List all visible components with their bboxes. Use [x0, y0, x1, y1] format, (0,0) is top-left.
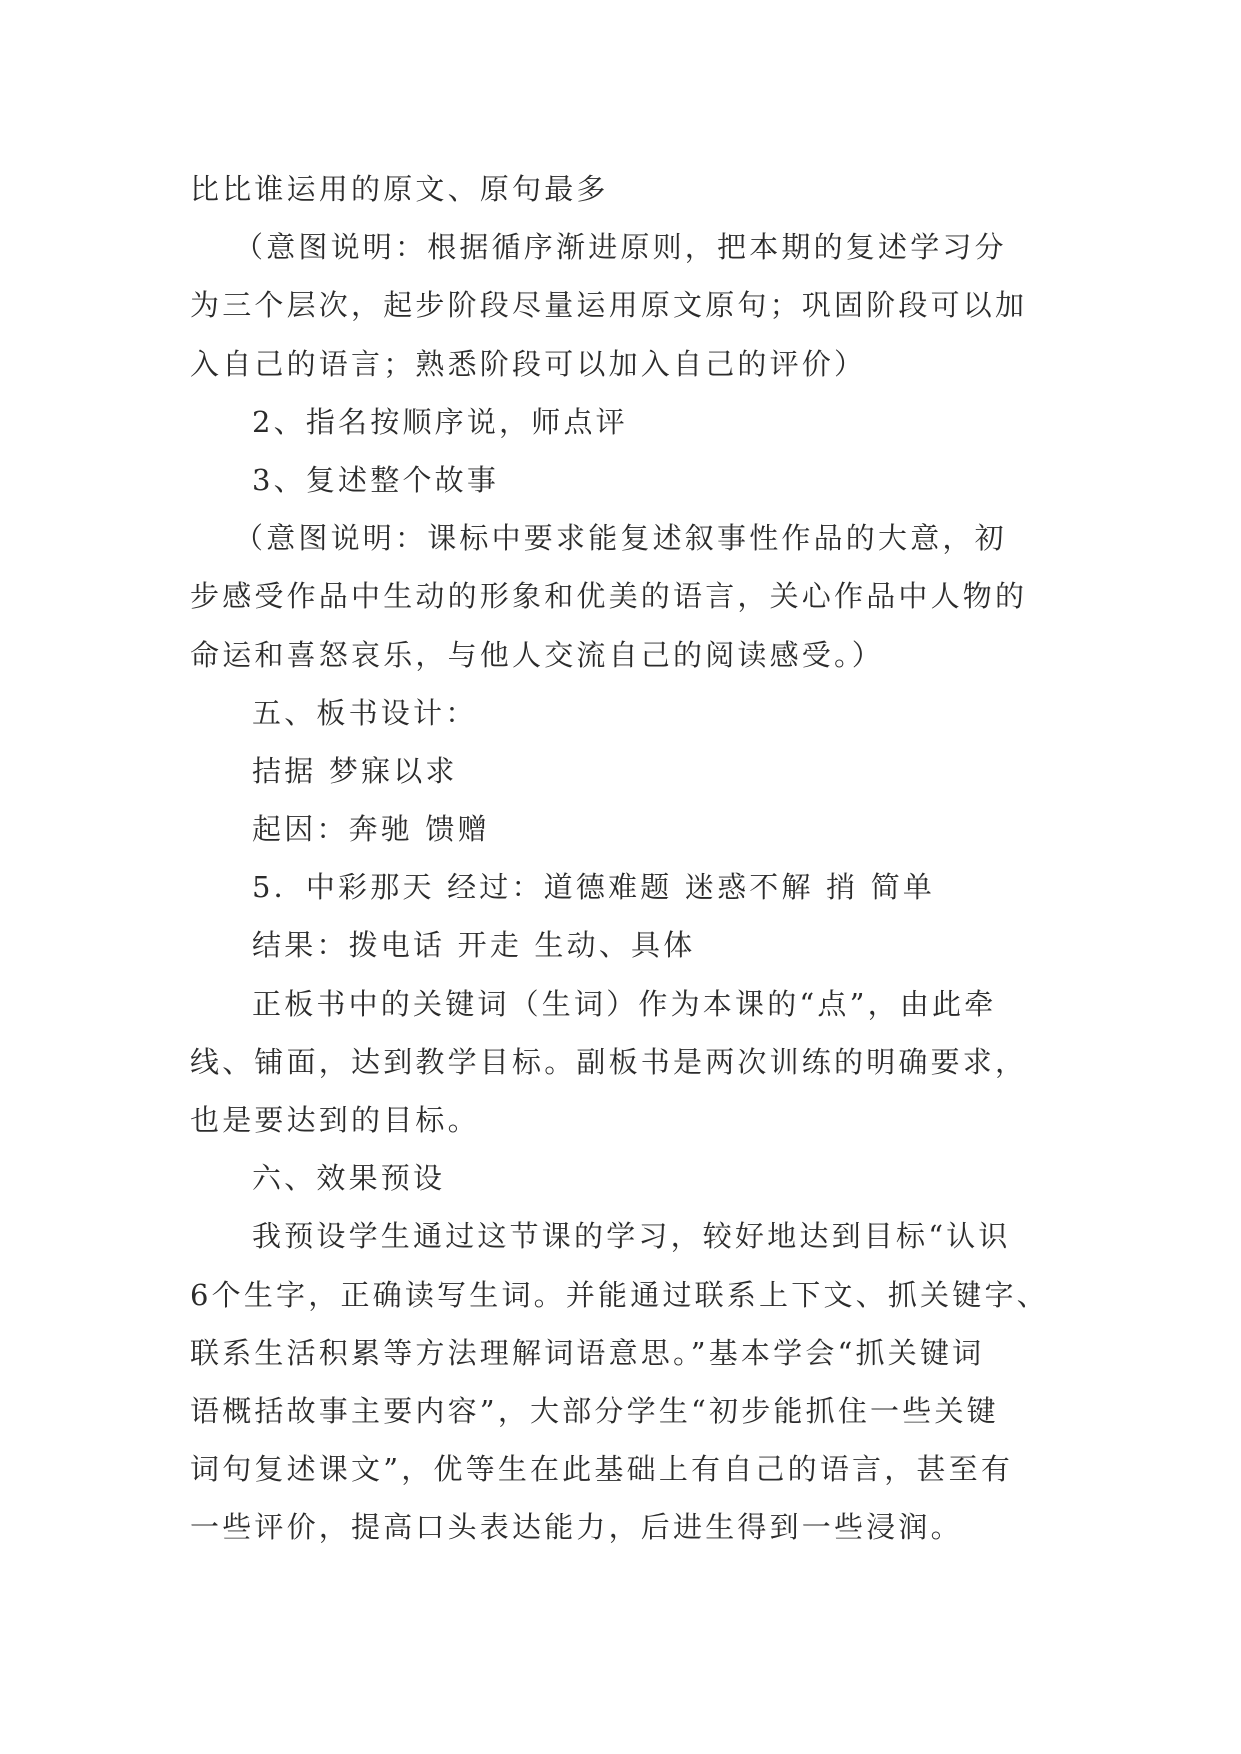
text-line: 5．中彩那天 经过：道德难题 迷惑不解 捎 简单 [252, 870, 936, 905]
text-line: 正板书中的关键词（生词）作为本课的“点”，由此牵 [252, 986, 997, 1021]
text-line: 命运和喜怒哀乐，与他人交流自己的阅读感受。） [190, 637, 884, 672]
text-line: 2、指名按顺序说，师点评 [252, 404, 628, 439]
text-line: 词句复述课文”，优等生在此基础上有自己的语言，甚至有 [190, 1452, 1014, 1487]
text-line: 为三个层次，起步阶段尽量运用原文原句；巩固阶段可以加 [190, 288, 1028, 323]
text-line: 3、复述整个故事 [252, 462, 500, 497]
text-line: 拮据 梦寐以求 [252, 753, 458, 788]
section-heading: 五、板书设计： [252, 695, 478, 730]
text-line: 联系生活积累等方法理解词语意思。”基本学会“抓关键词 [190, 1335, 985, 1370]
text-line: 也是要达到的目标。 [190, 1103, 480, 1137]
text-line: 一些评价，提高口头表达能力，后进生得到一些浸润。 [190, 1510, 963, 1545]
text-line: 步感受作品中生动的形象和优美的语言，关心作品中人物的 [190, 579, 1028, 614]
text-line: （意图说明：根据循序渐进原则，把本期的复述学习分 [234, 230, 1007, 265]
text-line: 入自己的语言；熟悉阶段可以加入自己的评价） [190, 346, 867, 381]
text-line: 6个生字，正确读写生词。并能通过联系上下文、抓关键字、 [190, 1277, 1049, 1312]
text-line: 起因：奔驰 馈赠 [252, 812, 490, 847]
text-line: 比比谁运用的原文、原句最多 [190, 172, 609, 206]
section-heading: 六、效果预设 [252, 1161, 446, 1196]
text-line: 结果：拨电话 开走 生动、具体 [252, 928, 696, 963]
text-line: 我预设学生通过这节课的学习，较好地达到目标“认识 [252, 1219, 1011, 1254]
text-line: 线、铺面，达到教学目标。副板书是两次训练的明确要求， [190, 1044, 1028, 1079]
document-body [190, 160, 1050, 1557]
text-line: 语概括故事主要内容”，大部分学生“初步能抓住一些关键 [190, 1393, 999, 1428]
text-line: （意图说明：课标中要求能复述叙事性作品的大意，初 [234, 521, 1007, 556]
